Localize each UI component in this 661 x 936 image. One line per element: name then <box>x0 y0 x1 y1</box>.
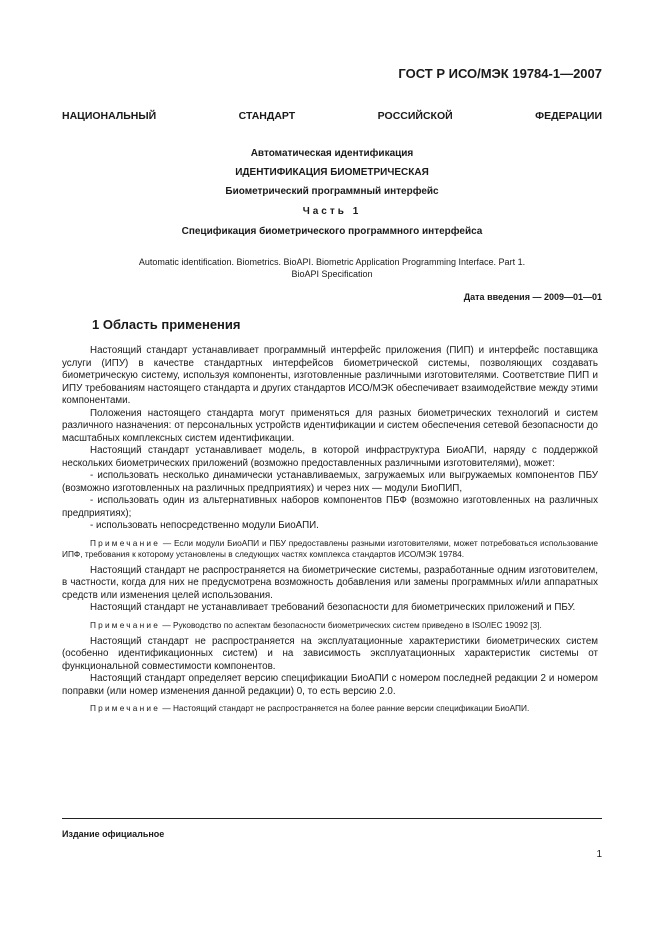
document-id: ГОСТ Р ИСО/МЭК 19784-1—2007 <box>398 66 602 81</box>
edition-label: Издание официальное <box>62 829 165 839</box>
note-label: Примечание <box>90 703 161 713</box>
title-line-1: Автоматическая идентификация <box>250 148 414 159</box>
paragraph: Настоящий стандарт устанавливает программный интерфейс приложения (ПИП) и интерфейс поставщика услуги (ИПУ) в качестве стандартных интерфейсов биометрической системы, позволяющих создавать биометрическую систему, используя компоненты, изготовленные различными изготовителями. Соответствие ПИП и ИПУ требованиям настоящего стандарта и других стандартов ИСО/МЭК обеспечивает взаимодействие между этими компонентами. <box>62 345 598 406</box>
note-label: Примечание <box>90 537 161 548</box>
note-text: — Настоящий стандарт не распространяется на более ранние версии спецификации БиоАПИ. <box>160 703 530 713</box>
list-item: - использовать несколько динамически устанавливаемых, загружаемых или выгружаемых компонентов ПБУ (возможно изготовленных на различных предприятиях) и через них — модули БиоПИП, <box>62 470 598 494</box>
section-title: 1 Область применения <box>92 317 241 332</box>
introduction-date: Дата введения — 2009—01—01 <box>463 292 602 302</box>
paragraph: Настоящий стандарт устанавливает модель, в которой инфраструктура БиоАПИ, наряду с поддержкой нескольких биометрических приложений (возможно предоставленных различными изготовителями), может: <box>62 445 598 469</box>
paragraph: Настоящий стандарт не распространяется на эксплуатационные характеристики биометрических систем (особенно идентификационных систем) и на зависимость эксплуатационных характеристик системы от функциональной совместимости компонентов. <box>62 635 598 672</box>
footer-rule <box>62 818 602 819</box>
list-item: - использовать один из альтернативных наборов компонентов ПБФ (возможно изготовленных на различных предприятиях); <box>62 495 598 519</box>
note <box>62 620 598 631</box>
paragraph: Настоящий стандарт не устанавливает требований безопасности для биометрических приложений и ПБУ. <box>90 602 576 613</box>
paragraph: Положения настоящего стандарта могут применяться для разных биометрических технологий и систем различного назначения: от персональных устройств идентификации и систем обеспечения сетевой безопасности до масштабных комплексных систем идентификации. <box>62 407 598 444</box>
section-body <box>62 345 598 719</box>
title-line-2: ИДЕНТИФИКАЦИЯ БИОМЕТРИЧЕСКАЯ <box>235 167 429 178</box>
note-text: — Руководство по аспектам безопасности биометрических систем приведено в ISO/IEC 19092 [3]. <box>160 619 542 630</box>
note-label: Примечание <box>90 619 161 630</box>
english-title-line-1: Automatic identification. Biometrics. BioAPI. Biometric Application Programming Interface. Part 1. <box>138 257 526 267</box>
english-title-line-2: BioAPI Specification <box>291 269 373 279</box>
note <box>62 703 598 714</box>
note <box>62 538 598 560</box>
title-line-5: Спецификация биометрического программного интерфейса <box>181 226 483 237</box>
page-number: 1 <box>596 849 602 860</box>
note-text: — Если модули БиоАПИ и ПБУ предоставлены разными изготовителями, может потребоваться использование ИПФ, требования к которому установлены в следующих частях комплекса стандартов ИСО/МЭК 19784. <box>62 537 598 559</box>
title-line-3: Биометрический программный интерфейс <box>225 186 439 197</box>
title-part: Часть 1 <box>302 206 362 217</box>
english-title <box>100 256 564 280</box>
standard-banner: НАЦИОНАЛЬНЫЙ СТАНДАРТ РОССИЙСКОЙ ФЕДЕРАЦИИ <box>62 110 602 122</box>
paragraph: Настоящий стандарт не распространяется на биометрические системы, разработанные одним изготовителем, в частности, когда для них не предусмотрена возможность добавления или замены программных и/или аппаратных средств или изменения целей использования. <box>62 564 598 601</box>
list-item: - использовать непосредственно модули БиоАПИ. <box>90 520 319 531</box>
paragraph: Настоящий стандарт определяет версию спецификации БиоАПИ с номером последней редакции 2 и номером поправки (или номер изменения данной редакции) 0, то есть версию 2.0. <box>62 673 598 697</box>
